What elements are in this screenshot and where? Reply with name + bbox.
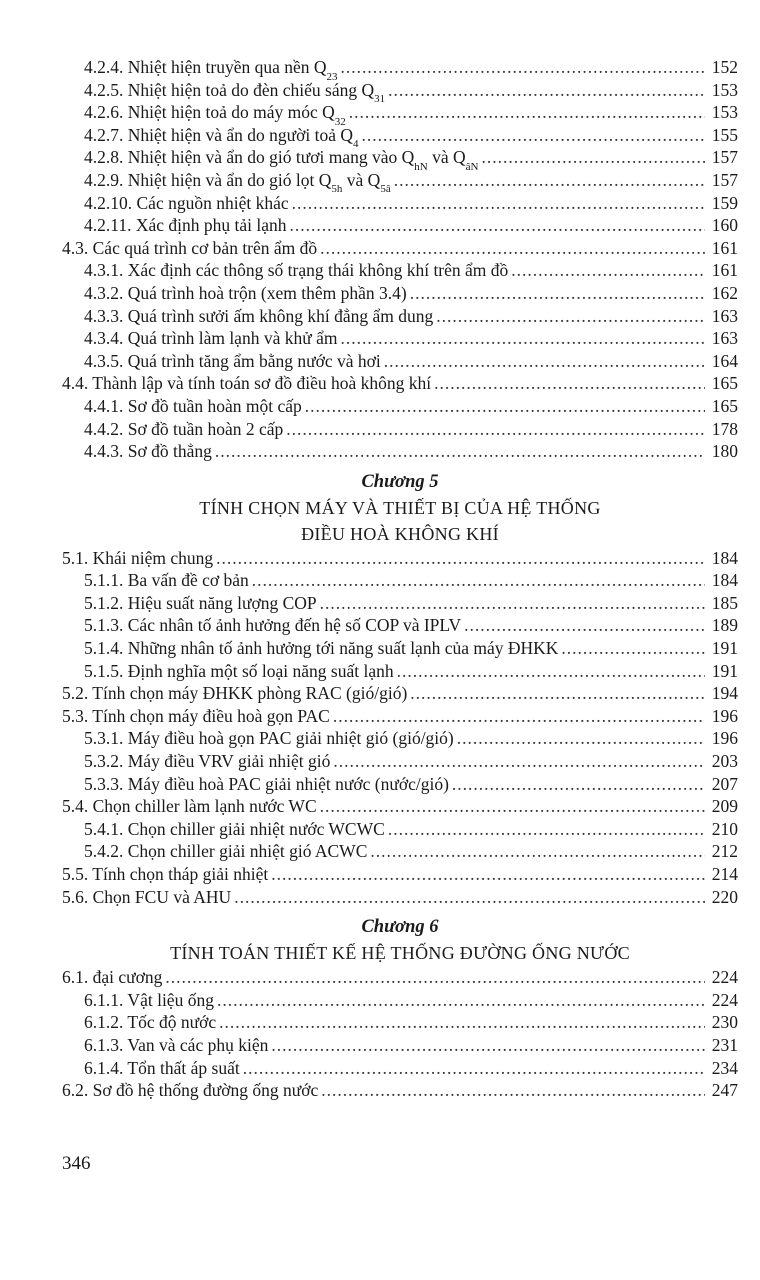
dot-leader — [384, 350, 705, 373]
chapter6-label: Chương 6 — [361, 917, 439, 938]
toc-entry-title: 4.4. Thành lập và tính toán sơ đồ điều hoà không khí — [62, 373, 432, 394]
dot-leader — [234, 886, 705, 909]
toc-entry-title: 6.1.2. Tốc độ nước — [84, 1012, 217, 1033]
toc-entry — [62, 840, 738, 863]
toc-entry — [62, 305, 738, 328]
dot-leader — [481, 146, 705, 169]
toc-entry — [62, 863, 738, 886]
page-number: 346 — [62, 1153, 91, 1174]
toc-entry — [62, 56, 738, 83]
dot-leader — [341, 56, 705, 79]
toc-entry-title: 4.3.5. Quá trình tăng ẩm bằng nước và hơi — [84, 350, 381, 371]
toc-entry-title: 4.4.3. Sơ đồ thẳng — [84, 441, 212, 462]
subscript: 5â — [380, 183, 391, 196]
toc-entry-title: 5.3.2. Máy điều VRV giải nhiệt gió — [84, 751, 331, 772]
toc-entry — [62, 101, 738, 128]
toc-entry-page: 162 — [711, 282, 738, 303]
toc-entry — [62, 418, 738, 441]
toc-entry-title: 4.3.4. Quá trình làm lạnh và khử ẩm — [84, 328, 338, 349]
subscript: 31 — [374, 93, 386, 106]
dot-leader — [511, 259, 705, 282]
toc-entry-page: 207 — [711, 773, 738, 794]
toc-entry-page: 194 — [711, 683, 738, 704]
toc-entry-page: 203 — [711, 751, 738, 772]
toc-entry-title: 5.6. Chọn FCU và AHU — [62, 886, 232, 907]
toc-entry-title: 4.2.11. Xác định phụ tải lạnh — [84, 215, 287, 236]
dot-leader — [340, 327, 705, 350]
toc-entry — [62, 214, 738, 237]
toc-entry-page: 161 — [711, 260, 738, 281]
chapter6-title-line1: TÍNH TOÁN THIẾT KẾ HỆ THỐNG ĐƯỜNG ỐNG NƯỚC — [170, 943, 630, 964]
toc-entry-title: 6.1.4. Tổn thất áp suất — [84, 1057, 240, 1078]
toc-entry — [62, 1079, 738, 1102]
dot-leader — [271, 1034, 705, 1057]
chapter5-title-line1: TÍNH CHỌN MÁY VÀ THIẾT BỊ CỦA HỆ THỐNG — [199, 497, 601, 518]
toc-entry — [62, 440, 738, 463]
toc-entry-title: 5.1.5. Định nghĩa một số loại năng suất lạnh — [84, 660, 394, 681]
toc-entry — [62, 614, 738, 637]
toc-entry-title: 5.1.3. Các nhân tố ảnh hưởng đến hệ số COP và IPLV — [84, 615, 462, 636]
toc-entry — [62, 1011, 738, 1034]
toc-entry-page: 191 — [711, 638, 738, 659]
dot-leader — [464, 614, 705, 637]
toc-entry-title: 6.1.3. Van và các phụ kiện — [84, 1034, 269, 1055]
toc-entry-page: 184 — [711, 547, 738, 568]
toc-entry-page: 224 — [711, 989, 738, 1010]
dot-leader — [290, 214, 705, 237]
toc-entry-page: 164 — [711, 350, 738, 371]
toc-entry — [62, 705, 738, 728]
dot-leader — [434, 372, 705, 395]
dot-leader — [320, 237, 705, 260]
toc-entry — [62, 1057, 738, 1080]
toc-entry — [62, 886, 738, 909]
toc-entry-title: 5.1.1. Ba vấn đề cơ bản — [84, 570, 249, 591]
toc-entry-page: 165 — [711, 395, 738, 416]
dot-leader — [452, 773, 705, 796]
toc-entry-title: 4.3.2. Quá trình hoà trộn (xem thêm phần 3.4) — [84, 282, 407, 303]
toc-entry-page: 247 — [711, 1080, 738, 1101]
toc-entry-page: 157 — [711, 169, 738, 190]
toc-entry-page: 185 — [711, 592, 738, 613]
toc-entry — [62, 372, 738, 395]
dot-leader — [362, 124, 705, 147]
toc-entry-page: 214 — [711, 864, 738, 884]
dot-leader — [320, 592, 705, 615]
subscript: âN — [465, 160, 479, 173]
dot-leader — [286, 418, 705, 441]
toc-entry-page: 196 — [711, 705, 738, 726]
toc-entry-title: 6.1. đại cương — [62, 967, 163, 988]
subscript: hN — [414, 160, 428, 173]
toc-entry-page: 163 — [711, 328, 738, 349]
toc-entry — [62, 124, 738, 151]
toc-entry-page: 209 — [711, 796, 738, 817]
toc-entry — [62, 327, 738, 350]
toc-entry-title: 5.4.1. Chọn chiller giải nhiệt nước WCWC — [84, 818, 385, 839]
dot-leader — [561, 637, 705, 660]
toc-entry-page: 165 — [711, 373, 738, 394]
toc-entry-page: 224 — [711, 967, 738, 988]
toc-entry-title: 4.2.7. Nhiệt hiện và ẩn do người toả $Q_4$ — [84, 124, 359, 151]
subscript: 4 — [353, 138, 359, 151]
toc-entry-title: 4.4.1. Sơ đồ tuần hoàn một cấp — [84, 395, 302, 416]
toc-entry-page: 212 — [711, 841, 738, 862]
toc-entry-title: 4.2.5. Nhiệt hiện toả do đèn chiếu sáng $Q_{31}$ — [84, 79, 386, 106]
dot-leader — [305, 395, 705, 418]
dot-leader — [292, 192, 705, 215]
toc-entry-page: 234 — [711, 1057, 738, 1078]
dot-leader — [320, 795, 705, 818]
dot-leader — [216, 547, 705, 570]
dot-leader — [370, 840, 705, 863]
toc-entry-title: 5.3.3. Máy điều hoà PAC giải nhiệt nước (nước/gió) — [84, 773, 449, 794]
toc-entry — [62, 966, 738, 989]
toc-entry-page: 210 — [711, 818, 738, 839]
toc-entry-page: 160 — [711, 215, 738, 236]
toc-entry — [62, 237, 738, 260]
toc-entry-page: 159 — [711, 192, 738, 213]
toc-entry-title: 5.4. Chọn chiller làm lạnh nước WC — [62, 796, 317, 817]
toc-entry — [62, 660, 738, 683]
dot-leader — [394, 169, 705, 192]
subscript: 5h — [331, 183, 343, 196]
toc-entry-page: 230 — [711, 1012, 738, 1033]
dot-leader — [219, 1011, 705, 1034]
toc-entry-page: 184 — [711, 570, 738, 591]
dot-leader — [388, 818, 705, 841]
toc-entry — [62, 750, 738, 773]
toc-entry — [62, 818, 738, 841]
toc-entry-page: 161 — [711, 237, 738, 258]
toc-entry-title: 4.3. Các quá trình cơ bản trên ẩm đồ — [62, 237, 318, 258]
toc-entry — [62, 989, 738, 1012]
toc-entry-title: 4.4.2. Sơ đồ tuần hoàn 2 cấp — [84, 418, 284, 439]
toc-entry-title: 5.1.4. Những nhân tố ảnh hưởng tới năng suất lạnh của máy ĐHKK — [84, 638, 559, 659]
toc-entry-page: 153 — [711, 79, 738, 100]
toc-entry-title: 5.5. Tính chọn tháp giải nhiệt — [62, 864, 269, 884]
toc-entry — [62, 547, 738, 570]
dot-leader — [457, 727, 705, 750]
toc-group-chapter5 — [62, 547, 738, 909]
toc-entry — [62, 169, 738, 196]
toc-entry — [62, 350, 738, 373]
chapter5-label: Chương 5 — [361, 471, 439, 492]
subscript: 32 — [334, 115, 346, 128]
toc-entry-page: 189 — [711, 615, 738, 636]
dot-leader — [333, 705, 705, 728]
dot-leader — [436, 305, 705, 328]
dot-leader — [243, 1057, 705, 1080]
toc-entry — [62, 79, 738, 106]
toc-entry — [62, 727, 738, 750]
toc-entry — [62, 282, 738, 305]
toc-entry-title: 5.1.2. Hiệu suất năng lượng COP — [84, 592, 317, 613]
toc-entry-page: 191 — [711, 660, 738, 681]
toc-entry-title: 5.2. Tính chọn máy ĐHKK phòng RAC (gió/gió) — [62, 683, 408, 704]
toc-entry-page: 196 — [711, 728, 738, 749]
toc-entry-page: 157 — [711, 147, 738, 168]
toc-entry — [62, 682, 738, 705]
toc-entry — [62, 146, 738, 173]
dot-leader — [321, 1079, 705, 1102]
toc-entry-title: 6.2. Sơ đồ hệ thống đường ống nước — [62, 1080, 319, 1101]
toc-entry-page: 220 — [711, 886, 738, 907]
chapter5-title-line2: ĐIỀU HOÀ KHÔNG KHÍ — [301, 523, 499, 544]
toc-entry-title: 4.2.6. Nhiệt hiện toả do máy móc $Q_{32}$ — [84, 102, 346, 128]
toc-entry — [62, 1034, 738, 1057]
table-of-contents — [62, 56, 738, 1102]
toc-entry-page: 180 — [711, 441, 738, 462]
toc-entry — [62, 773, 738, 796]
dot-leader — [333, 750, 705, 773]
toc-entry-title: 4.3.3. Quá trình sưởi ấm không khí đẳng ẩm dung — [84, 305, 434, 326]
dot-leader — [165, 966, 705, 989]
dot-leader — [215, 440, 705, 463]
toc-entry — [62, 795, 738, 818]
toc-entry — [62, 592, 738, 615]
toc-entry — [62, 259, 738, 282]
dot-leader — [349, 101, 705, 124]
toc-entry-page: 155 — [711, 124, 738, 145]
toc-entry-title: 4.2.9. Nhiệt hiện và ẩn do gió lọt $Q_{5h}$ và $Q_{5â}$ — [84, 169, 391, 196]
toc-entry-page: 153 — [711, 102, 738, 123]
toc-entry — [62, 395, 738, 418]
dot-leader — [388, 79, 705, 102]
toc-group-chapter6 — [62, 966, 738, 1102]
dot-leader — [271, 863, 705, 886]
toc-entry-page: 163 — [711, 305, 738, 326]
toc-entry-title: 4.2.10. Các nguồn nhiệt khác — [84, 192, 289, 213]
toc-entry-title: 6.1.1. Vật liệu ống — [84, 989, 214, 1010]
dot-leader — [397, 660, 705, 683]
dot-leader — [410, 682, 705, 705]
toc-entry-title: 5.1. Khái niệm chung — [62, 547, 214, 568]
dot-leader — [252, 569, 705, 592]
toc-entry-page: 178 — [711, 418, 738, 439]
toc-entry-page: 231 — [711, 1034, 738, 1055]
toc-entry-title: 5.4.2. Chọn chiller giải nhiệt gió ACWC — [84, 841, 368, 862]
toc-entry — [62, 637, 738, 660]
toc-entry-title: 4.3.1. Xác định các thông số trạng thái không khí trên ẩm đồ — [84, 260, 509, 281]
toc-entry-title: 4.2.4. Nhiệt hiện truyền qua nền $Q_{23}$ — [84, 57, 338, 83]
toc-entry-page: 152 — [711, 57, 738, 77]
dot-leader — [217, 989, 705, 1012]
toc-entry — [62, 569, 738, 592]
toc-entry-title: 5.3.1. Máy điều hoà gọn PAC giải nhiệt gió (gió/gió) — [84, 728, 454, 749]
dot-leader — [410, 282, 705, 305]
toc-group-chapter4 — [62, 56, 738, 463]
toc-entry-title: 5.3. Tính chọn máy điều hoà gọn PAC — [62, 705, 330, 726]
toc-entry-title: 4.2.8. Nhiệt hiện và ẩn do gió tươi mang vào $Q_{hN}$ và $Q_{âN}$ — [84, 147, 479, 173]
subscript: 23 — [326, 70, 338, 83]
toc-entry — [62, 192, 738, 215]
